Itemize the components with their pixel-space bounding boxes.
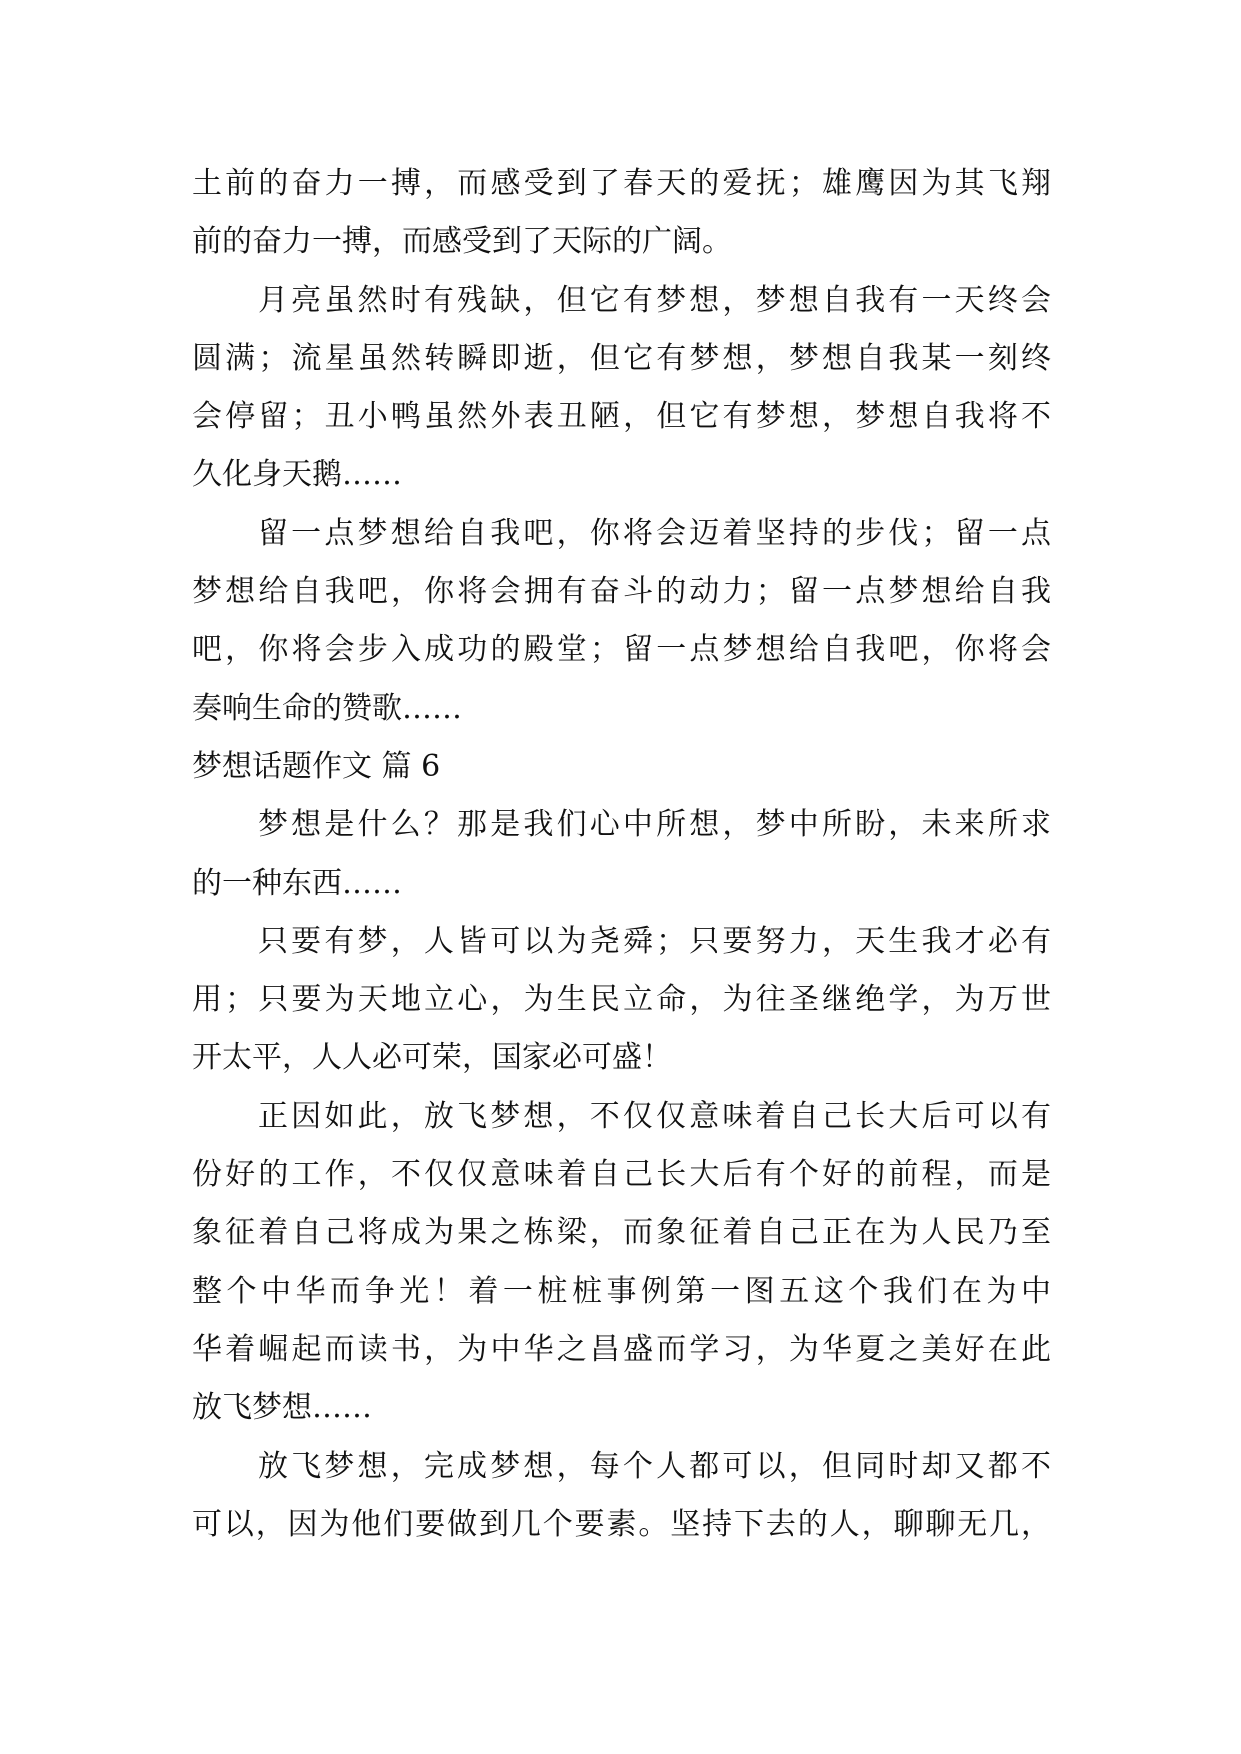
text-line: 的一种东西…… [192, 865, 402, 901]
paragraph [192, 1088, 1051, 1438]
section-heading: 梦想话题作文 篇 6 [192, 748, 441, 784]
text-line: 留一点梦想给自我吧，你将会迈着坚持的步伐；留一点 [258, 515, 1051, 551]
text-line: 圆满；流星虽然转瞬即逝，但它有梦想，梦想自我某一刻终 [192, 340, 1051, 376]
paragraph [192, 155, 1051, 272]
text-line: 梦想给自我吧，你将会拥有奋斗的动力；留一点梦想给自我 [192, 574, 1051, 610]
text-line: 华着崛起而读书，为中华之昌盛而学习，为华夏之美好在此 [192, 1331, 1051, 1367]
text-line: 放飞梦想…… [192, 1390, 372, 1426]
text-line: 整个中华而争光！着一桩桩事例第一图五这个我们在为中 [192, 1273, 1051, 1309]
text-line: 放飞梦想，完成梦想，每个人都可以，但同时却又都不 [258, 1448, 1051, 1484]
text-line: 奏响生命的赞歌…… [192, 690, 462, 726]
paragraph [192, 796, 1051, 913]
text-line: 可以，因为他们要做到几个要素。坚持下去的人，聊聊无几， [192, 1506, 1051, 1542]
text-line: 用；只要为天地立心，为生民立命，为往圣继绝学，为万世 [192, 982, 1051, 1018]
text-line: 只要有梦，人皆可以为尧舜；只要努力，天生我才必有 [258, 923, 1051, 959]
paragraph [192, 913, 1051, 1088]
paragraph [192, 1438, 1051, 1555]
document-body [192, 155, 1051, 1554]
text-line: 前的奋力一搏，而感受到了天际的广阔。 [192, 224, 732, 260]
text-line: 象征着自己将成为果之栋梁，而象征着自己正在为人民乃至 [192, 1215, 1051, 1251]
text-line: 会停留；丑小鸭虽然外表丑陋，但它有梦想，梦想自我将不 [192, 399, 1051, 435]
paragraph [192, 272, 1051, 505]
text-line: 吧，你将会步入成功的殿堂；留一点梦想给自我吧，你将会 [192, 632, 1051, 668]
text-line: 份好的工作，不仅仅意味着自己长大后有个好的前程，而是 [192, 1157, 1051, 1193]
text-line: 正因如此，放飞梦想，不仅仅意味着自己长大后可以有 [258, 1098, 1051, 1134]
text-line: 开太平，人人必可荣，国家必可盛！ [192, 1040, 672, 1076]
text-line: 土前的奋力一搏，而感受到了春天的爱抚；雄鹰因为其飞翔 [192, 166, 1051, 201]
text-line: 梦想是什么？那是我们心中所想，梦中所盼，未来所求 [258, 807, 1051, 843]
paragraph [192, 505, 1051, 738]
text-line: 月亮虽然时有残缺，但它有梦想，梦想自我有一天终会 [258, 282, 1051, 318]
text-line: 久化身天鹅…… [192, 457, 402, 493]
